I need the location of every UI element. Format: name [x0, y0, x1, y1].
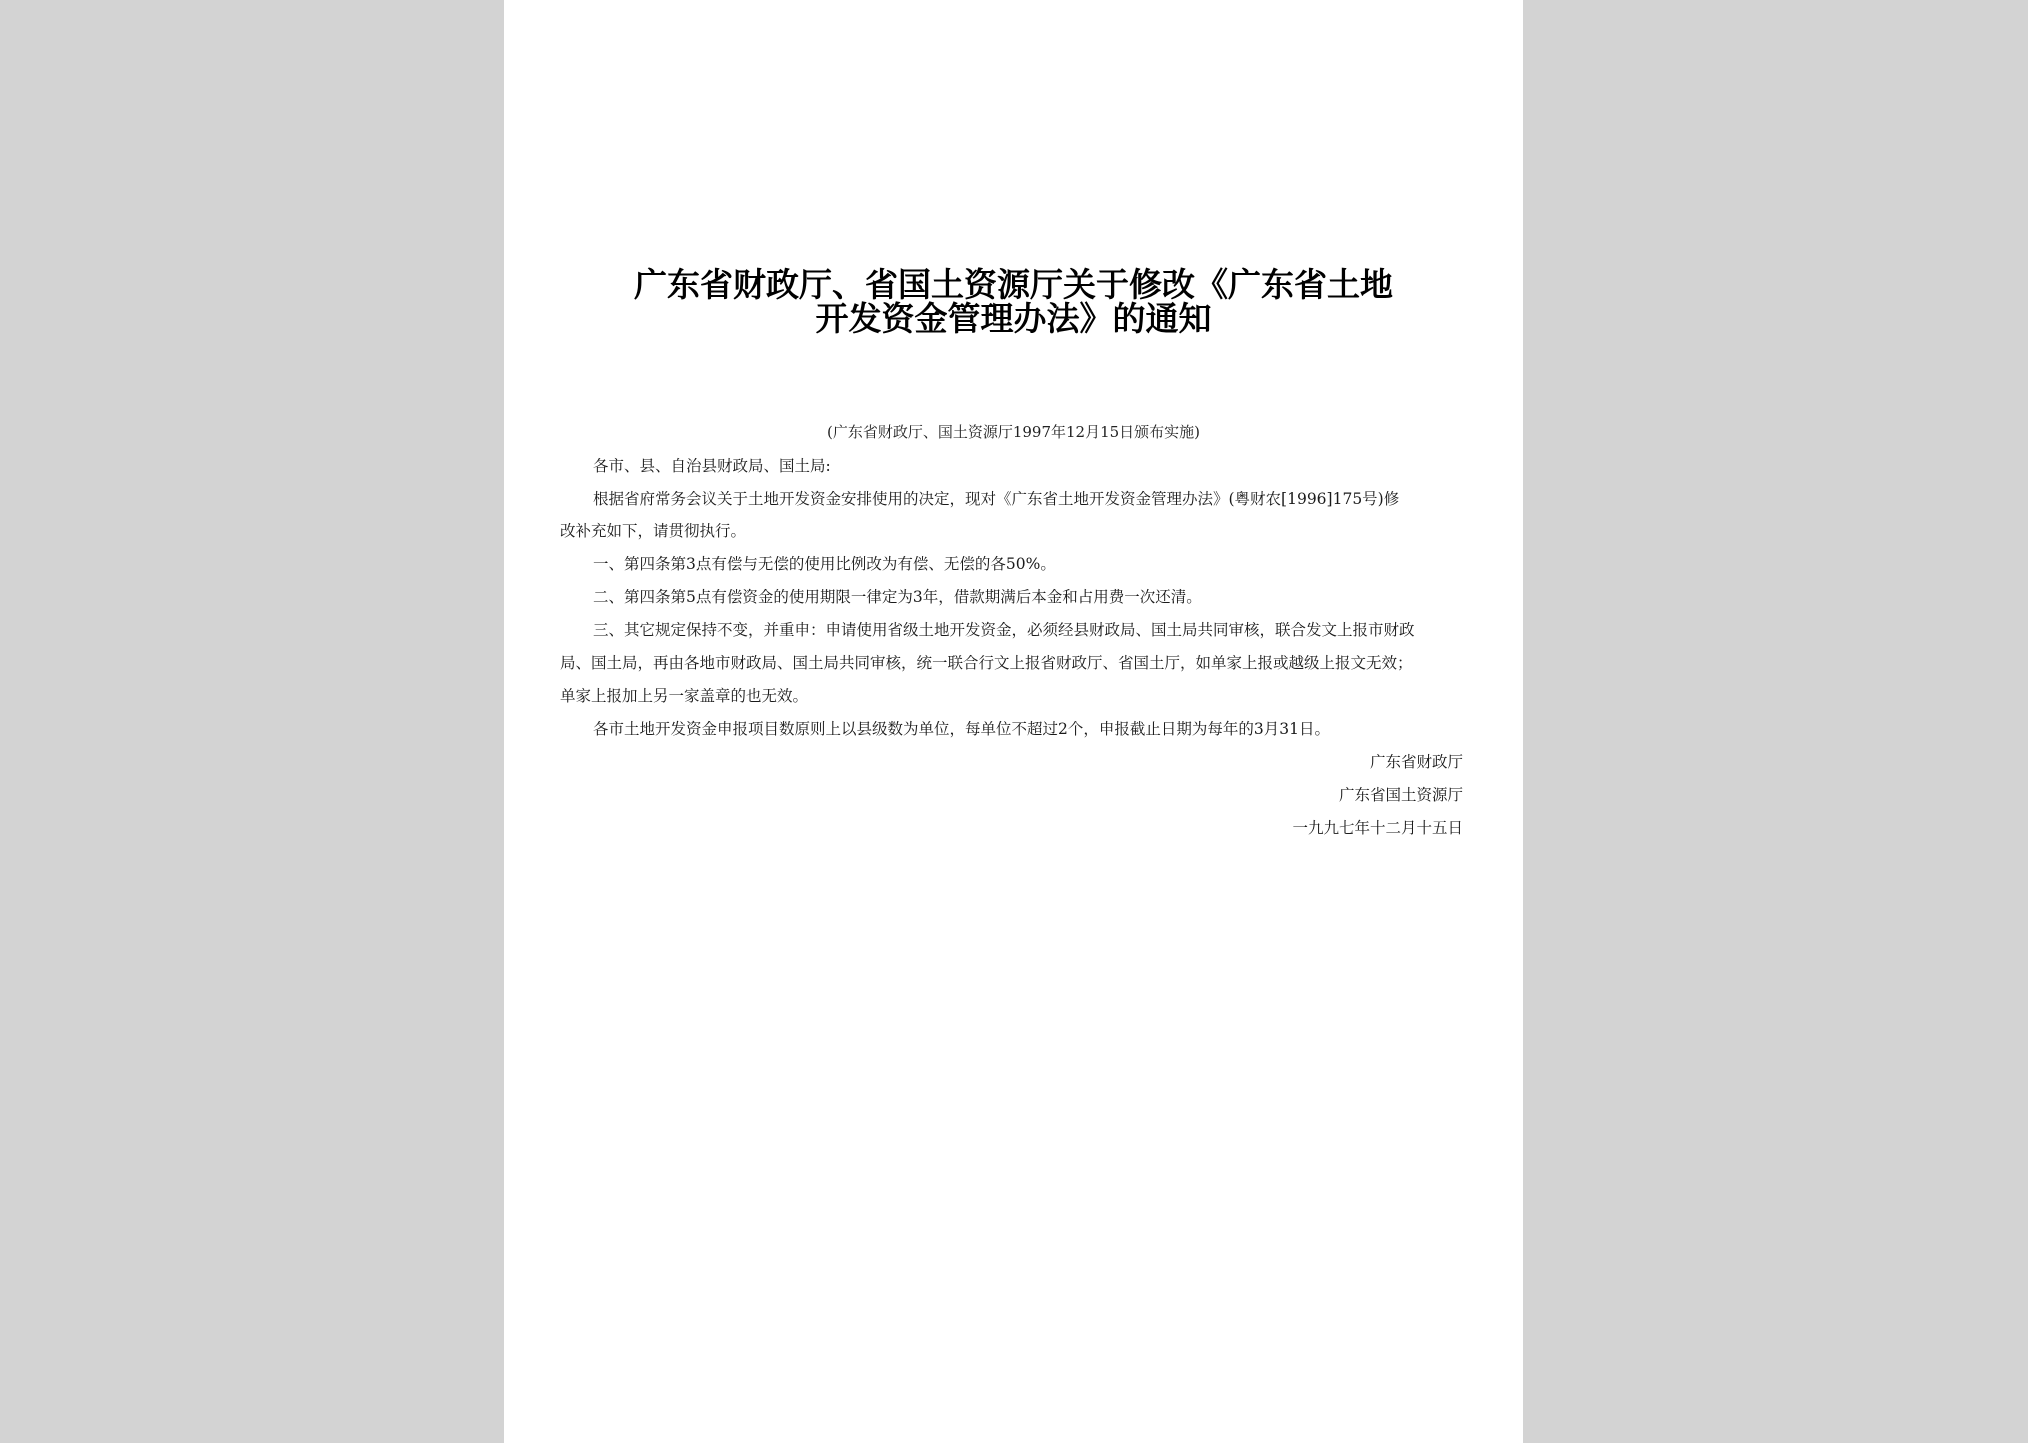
- document-title-line-2: 开发资金管理办法》的通知: [815, 299, 1212, 338]
- document-page: [504, 0, 1523, 1443]
- addressee-line: 各市、县、自治县财政局、国土局:: [593, 457, 831, 475]
- item-3-line-2: 局、国土局，再由各地市财政局、国土局共同审核，统一联合行文上报省财政厅、省国土厅，如单家上报或越级上报文无效；: [560, 654, 1413, 672]
- item-1: 一、第四条第3点有偿与无偿的使用比例改为有偿、无偿的各50%。: [593, 555, 1056, 573]
- closing-paragraph: 各市土地开发资金申报项目数原则上以县级数为单位，每单位不超过2个，申报截止日期为每年的3月31日。: [593, 720, 1330, 738]
- item-2: 二、第四条第5点有偿资金的使用期限一律定为3年，借款期满后本金和占用费一次还清。: [593, 588, 1202, 606]
- signature-land-resources-dept: 广东省国土资源厅: [1338, 786, 1463, 804]
- issuance-note: (广东省财政厅、国土资源厅1997年12月15日颁布实施): [826, 423, 1201, 441]
- item-3-line-3: 单家上报加上另一家盖章的也无效。: [560, 687, 809, 705]
- intro-paragraph-line-2: 改补充如下，请贯彻执行。: [560, 522, 747, 540]
- intro-paragraph-line-1: 根据省府常务会议关于土地开发资金安排使用的决定，现对《广东省土地开发资金管理办法》(粤财农[1996]175号)修: [593, 490, 1400, 508]
- signature-date: 一九九七年十二月十五日: [1292, 819, 1463, 837]
- signature-finance-dept: 广东省财政厅: [1369, 753, 1463, 771]
- item-3-line-1: 三、其它规定保持不变，并重申：申请使用省级土地开发资金，必须经县财政局、国土局共同审核，联合发文上报市财政: [593, 621, 1415, 639]
- document-title-line-1: 广东省财政厅、省国土资源厅关于修改《广东省土地: [634, 265, 1393, 304]
